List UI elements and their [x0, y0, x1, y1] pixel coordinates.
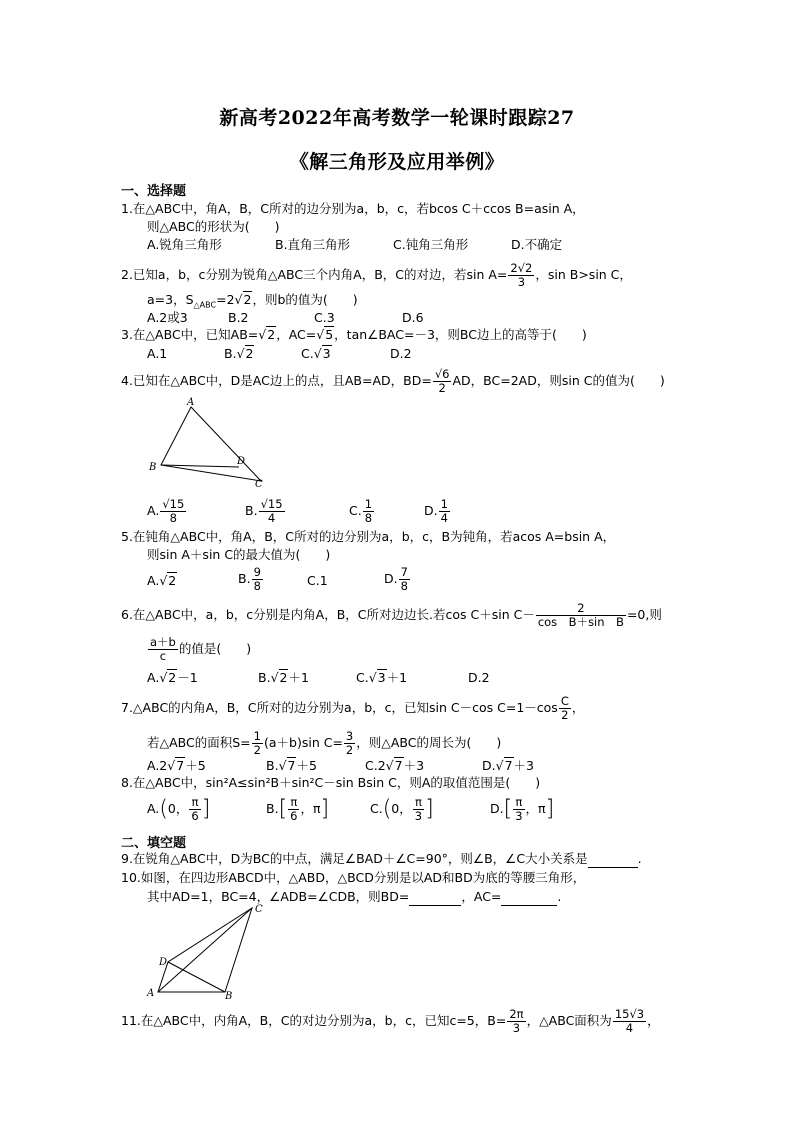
- q3-optB-sqrt: [237, 345, 255, 361]
- q6-stem-2: [147, 636, 251, 663]
- q7-text-4: (a＋b)sin C=: [263, 735, 343, 750]
- q7-optD-sqrt: [496, 757, 514, 773]
- q4-option-d: [424, 498, 451, 525]
- q6-optB-tail: ＋1: [288, 670, 309, 685]
- q6-optA-sqrt: [159, 669, 177, 685]
- q4-optA-frac: [160, 498, 186, 525]
- q6-den2: c: [159, 649, 167, 663]
- q8-optD-label: D.: [490, 801, 504, 816]
- q10-text-3: .: [557, 889, 562, 904]
- q3-sqrt-1: [258, 326, 276, 342]
- q3-rad-1: 2: [267, 327, 276, 342]
- q7-frac-half: [252, 730, 263, 757]
- q7-den: 2: [561, 708, 569, 722]
- q6-num: 2: [536, 602, 626, 616]
- q6-num2: a＋b: [150, 635, 176, 649]
- q7-num: C: [560, 694, 569, 708]
- q7-text-5: ，则△ABC的周长为( ): [356, 735, 502, 750]
- q6-fraction-2: [148, 636, 178, 663]
- q8-optD-frac: [513, 796, 524, 823]
- q3-text-3: ，tan∠BAC=－3，则BC边上的高等于( ): [334, 327, 587, 342]
- q6-optA-label: A.: [147, 670, 160, 685]
- q6-optC-rad: 3: [377, 670, 386, 685]
- q7-frac-3half: [344, 730, 355, 757]
- q10-segment-ac: [158, 908, 252, 992]
- q2-stem: [121, 262, 632, 289]
- q4-optB-den: 4: [267, 511, 276, 525]
- q6-option-b: [258, 670, 309, 686]
- q7-optD-label: D.: [482, 758, 496, 773]
- q2-sqrt: [235, 291, 253, 307]
- q5-optB-frac: [252, 566, 263, 593]
- q5-optA-rad: 2: [168, 573, 177, 588]
- q7-d3: 2: [345, 743, 354, 757]
- q7-option-b: [266, 758, 317, 774]
- q8-optA-num: π: [189, 796, 200, 810]
- q4-optB-label: B.: [245, 503, 258, 518]
- q9-end: .: [637, 851, 642, 866]
- q7-option-a: [147, 758, 206, 774]
- q8-optA-start: 0，: [167, 801, 189, 816]
- q4-fraction: [433, 368, 452, 395]
- q6-text-2: =0,则: [626, 607, 662, 622]
- q8-optC-den: 3: [414, 809, 423, 823]
- q1-option-c: C.钝角三角形: [393, 237, 469, 252]
- q9-answer-blank[interactable]: [588, 851, 638, 868]
- q3-optC-label: C.: [301, 346, 314, 361]
- q4-option-a: [147, 498, 187, 525]
- q4-text-2: AD，BC=2AD，则sin C的值为( ): [452, 373, 665, 388]
- q3-option-d: D.2: [390, 346, 412, 361]
- q11-fraction-area: [613, 1008, 646, 1035]
- q7-optA-tail: ＋5: [185, 758, 206, 773]
- q7-d2: 2: [253, 743, 261, 757]
- q3-option-c: [301, 346, 332, 362]
- q4-optC-num: 1: [364, 497, 373, 511]
- q5-optD-frac: [399, 566, 410, 593]
- q8-optC-rbr: ]: [425, 796, 434, 822]
- q4-optC-label: C.: [349, 503, 362, 518]
- q8-optA-label: A.: [147, 801, 160, 816]
- q7-option-d: [482, 758, 534, 774]
- q8-optD-end: ，π: [525, 801, 546, 816]
- q4-option-c: [349, 498, 375, 525]
- q8-optB-frac: [288, 796, 299, 823]
- q5-optA-label: A.: [147, 573, 160, 588]
- q8-optB-end: ，π: [300, 801, 321, 816]
- q6-optA-tail: －1: [177, 670, 198, 685]
- q10-stem: 10.如图，在四边形ABCD中，△ABD，△BCD分别是以AD和BD为底的等腰三角形，: [121, 870, 586, 885]
- q2-fraction: [508, 262, 534, 289]
- q8-optC-num: π: [413, 796, 424, 810]
- q10-quadrilateral-figure: [143, 900, 273, 1000]
- q3-option-b: [224, 346, 254, 362]
- q6-fraction: [536, 602, 626, 629]
- q11-den2: 4: [625, 1021, 634, 1035]
- q4-label-a: A: [187, 397, 195, 408]
- q7-optB-sqrt: [279, 757, 297, 773]
- q4-option-b: [245, 498, 286, 525]
- q1-option-a: A.锐角三角形: [147, 237, 222, 252]
- q4-den: 2: [438, 381, 446, 395]
- q8-optB-lbr: [: [278, 796, 288, 822]
- q8-option-a: [147, 796, 210, 823]
- q10-label-c: C: [255, 904, 263, 915]
- page-subtitle: 《解三角形及应用举例》: [289, 151, 505, 173]
- section-fill: 二、填空题: [121, 836, 187, 851]
- q4-label-c: C: [255, 479, 263, 487]
- q7-optD-tail: ＋3: [513, 758, 534, 773]
- q10-ac-blank[interactable]: [501, 889, 557, 906]
- q6-optC-label: C.: [356, 670, 369, 685]
- q10-text-1: 其中AD=1，BC=4，∠ADB=∠CDB，则BD=: [147, 889, 410, 904]
- q11-text-2: ，△ABC面积为: [526, 1013, 612, 1028]
- q7-optB-tail: ＋5: [296, 758, 317, 773]
- q8-optD-lbr: [: [503, 796, 513, 822]
- q6-optB-label: B.: [258, 670, 271, 685]
- q11-num: 2π: [509, 1007, 524, 1021]
- q4-optA-den: 8: [169, 511, 177, 525]
- q7-n3: 3: [345, 729, 354, 743]
- q10-segment-bd: [168, 962, 225, 992]
- q4-optA-label: A.: [147, 503, 160, 518]
- q4-label-b: B: [149, 462, 157, 473]
- q4-triangle-figure: [143, 395, 273, 487]
- q7-optA-rad: 7: [176, 758, 185, 773]
- q6-option-d: D.2: [468, 670, 490, 685]
- q8-optB-num: π: [288, 796, 299, 810]
- q2-num: 2√2: [510, 261, 533, 275]
- q5-optB-label: B.: [238, 571, 251, 586]
- q8-optC-lbr: (: [382, 796, 392, 822]
- q2-radicand: 2: [243, 292, 252, 307]
- q11-num2: 15√3: [614, 1007, 645, 1021]
- q1-option-b: B.直角三角形: [275, 237, 351, 252]
- q8-option-c: [370, 796, 434, 823]
- q4-optB-num: √15: [260, 497, 283, 511]
- q3-text-2: ，AC=: [276, 327, 317, 342]
- q4-optD-den: 4: [440, 511, 448, 525]
- q2-den: 3: [517, 275, 526, 289]
- q4-triangle-abc: [161, 407, 261, 481]
- q2-text-2: ，sin B>sin C，: [535, 267, 632, 282]
- q2-option-c: C.3: [314, 310, 335, 325]
- q7-text-1: 7.△ABC的内角A，B，C所对的边分别为a，b，c，已知sin C－cos C=1－cos: [121, 700, 558, 715]
- q7-text-3: 若△ABC的面积S=: [147, 735, 251, 750]
- q4-optD-label: D.: [424, 503, 438, 518]
- q1-option-d: D.不确定: [511, 237, 563, 252]
- q4-optD-frac: [439, 498, 450, 525]
- q3-optC-sqrt: [314, 345, 332, 361]
- q8-optC-frac: [413, 796, 424, 823]
- q11-text-3: ，: [647, 1013, 660, 1028]
- q3-stem: [121, 327, 587, 343]
- q2-text-3: a=3，S: [147, 292, 194, 307]
- q11-text-1: 11.在△ABC中，内角A，B，C的对边分别为a，b，c，已知c=5，B=: [121, 1013, 507, 1028]
- q7-stem-2: [147, 730, 501, 757]
- q6-optA-rad: 2: [168, 670, 177, 685]
- q4-optA-num: √15: [162, 497, 185, 511]
- q5-stem: 5.在钝角△ABC中，角A，B，C所对的边分别为a，b，c，B为钝角，若acos A=bsin A，: [121, 529, 616, 544]
- q5-optD-den: 8: [400, 579, 408, 593]
- q7-optB-rad: 7: [287, 758, 296, 773]
- q6-optB-rad: 2: [279, 670, 288, 685]
- q2-text-1: 2.已知a，b，c分别为锐角△ABC三个内角A，B，C的对边，若sin A=: [121, 267, 508, 282]
- q6-option-c: [356, 670, 407, 686]
- q5-optD-label: D.: [384, 571, 398, 586]
- q8-optD-den: 3: [515, 809, 523, 823]
- q7-optA-label: A.2: [147, 758, 168, 773]
- q8-optA-rbr: ]: [201, 796, 211, 822]
- q2-text-4: =2: [216, 292, 235, 307]
- question-9: [121, 851, 642, 868]
- q11-fraction-b: [507, 1008, 525, 1035]
- q7-n2: 1: [253, 729, 261, 743]
- q7-optC-tail: ＋3: [403, 758, 425, 773]
- q2-subscript: △ABC: [193, 300, 217, 310]
- q8-optA-den: 6: [191, 809, 199, 823]
- q4-optD-num: 1: [440, 497, 448, 511]
- q7-optB-label: B.: [266, 758, 279, 773]
- q3-text-1: 3.在△ABC中，已知AB=: [121, 327, 259, 342]
- q10-label-a: A: [147, 988, 155, 999]
- q3-optB-label: B.: [224, 346, 237, 361]
- q10-label-d: D: [159, 957, 168, 968]
- q8-option-d: [490, 796, 554, 823]
- q5-stem-2: 则sin A＋sin C的最大值为( ): [147, 547, 331, 562]
- q1-stem-2: 则△ABC的形状为( ): [147, 219, 280, 234]
- q7-optC-rad: 7: [394, 758, 403, 773]
- q6-option-a: [147, 670, 198, 686]
- q9-text: 9.在锐角△ABC中，D为BC的中点，满足∠BAD＋∠C=90°，则∠B，∠C大小关系是: [121, 851, 588, 866]
- q8-optC-label: C.: [370, 801, 383, 816]
- q4-optC-frac: [363, 498, 374, 525]
- question-11: [121, 1008, 660, 1035]
- q1-stem: 1.在△ABC中，角A，B，C所对的边分别为a，b，c，若bcos C＋ccos B=asin A，: [121, 201, 585, 216]
- q3-optC-rad: 3: [322, 346, 331, 361]
- q6-stem: [121, 602, 662, 629]
- q10-label-b: B: [225, 991, 233, 1000]
- q7-optD-rad: 7: [504, 758, 513, 773]
- q4-label-d: D: [237, 456, 246, 467]
- q6-text-3: 的值是( ): [178, 641, 252, 656]
- q2-option-b: B.2: [228, 310, 249, 325]
- q5-optD-num: 7: [400, 565, 408, 579]
- q8-optD-num: π: [513, 796, 524, 810]
- q2-option-a: A.2或3: [147, 310, 188, 325]
- q11-den: 3: [512, 1021, 521, 1035]
- q7-optA-sqrt: [167, 757, 185, 773]
- q4-optB-frac: [259, 498, 285, 525]
- q3-sqrt-2: [316, 326, 334, 342]
- q7-option-c: [365, 758, 424, 774]
- q5-option-c: C.1: [307, 573, 328, 588]
- q6-text-1: 6.在△ABC中，a，b，c分别是内角A，B，C所对边边长.若cos C＋sin C－: [121, 607, 535, 622]
- q8-optC-start: 0，: [391, 801, 412, 816]
- q8-optD-rbr: ]: [545, 796, 555, 822]
- q4-stem: [121, 368, 665, 395]
- q3-optB-rad: 2: [245, 346, 254, 361]
- q8-optB-rbr: ]: [320, 796, 330, 822]
- q8-option-b: [266, 796, 329, 823]
- q8-optB-den: 6: [290, 809, 298, 823]
- q10-bd-blank[interactable]: [409, 889, 461, 906]
- q6-optB-sqrt: [271, 669, 289, 685]
- q5-option-a: [147, 573, 177, 589]
- q8-optA-frac: [189, 796, 200, 823]
- q4-optC-den: 8: [364, 511, 373, 525]
- q4-num: √6: [434, 367, 450, 381]
- q6-den: cos B＋sin B: [537, 615, 624, 629]
- q7-fraction: [559, 695, 571, 722]
- q7-optC-label: C.2: [365, 758, 386, 773]
- section-choice: 一、选择题: [121, 184, 187, 199]
- q5-optB-num: 9: [253, 565, 261, 579]
- q8-optA-lbr: (: [159, 796, 168, 822]
- q3-rad-2: 5: [325, 327, 334, 342]
- q5-optA-sqrt: [159, 572, 177, 588]
- q7-stem: [121, 695, 584, 722]
- q2-option-d: D.6: [402, 310, 424, 325]
- q2-text-5: ，则b的值为( ): [252, 292, 358, 307]
- q6-optC-sqrt: [369, 669, 387, 685]
- q5-option-d: [384, 566, 411, 593]
- q10-text-2: ，AC=: [461, 889, 502, 904]
- q7-text-2: ，: [571, 700, 585, 715]
- q7-optC-sqrt: [386, 757, 404, 773]
- q8-optB-label: B.: [266, 801, 279, 816]
- q5-option-b: [238, 566, 264, 593]
- page-title: 新高考2022年高考数学一轮课时跟踪27: [219, 107, 575, 129]
- q5-optB-den: 8: [253, 579, 261, 593]
- q8-stem: 8.在△ABC中，sin²A≤sin²B＋sin²C－sin Bsin C，则A的取值范围是( ): [121, 775, 541, 790]
- q6-optC-tail: ＋1: [386, 670, 408, 685]
- q4-text-1: 4.已知在△ABC中，D是AC边上的点，且AB=AD，BD=: [121, 373, 432, 388]
- q3-option-a: A.1: [147, 346, 168, 361]
